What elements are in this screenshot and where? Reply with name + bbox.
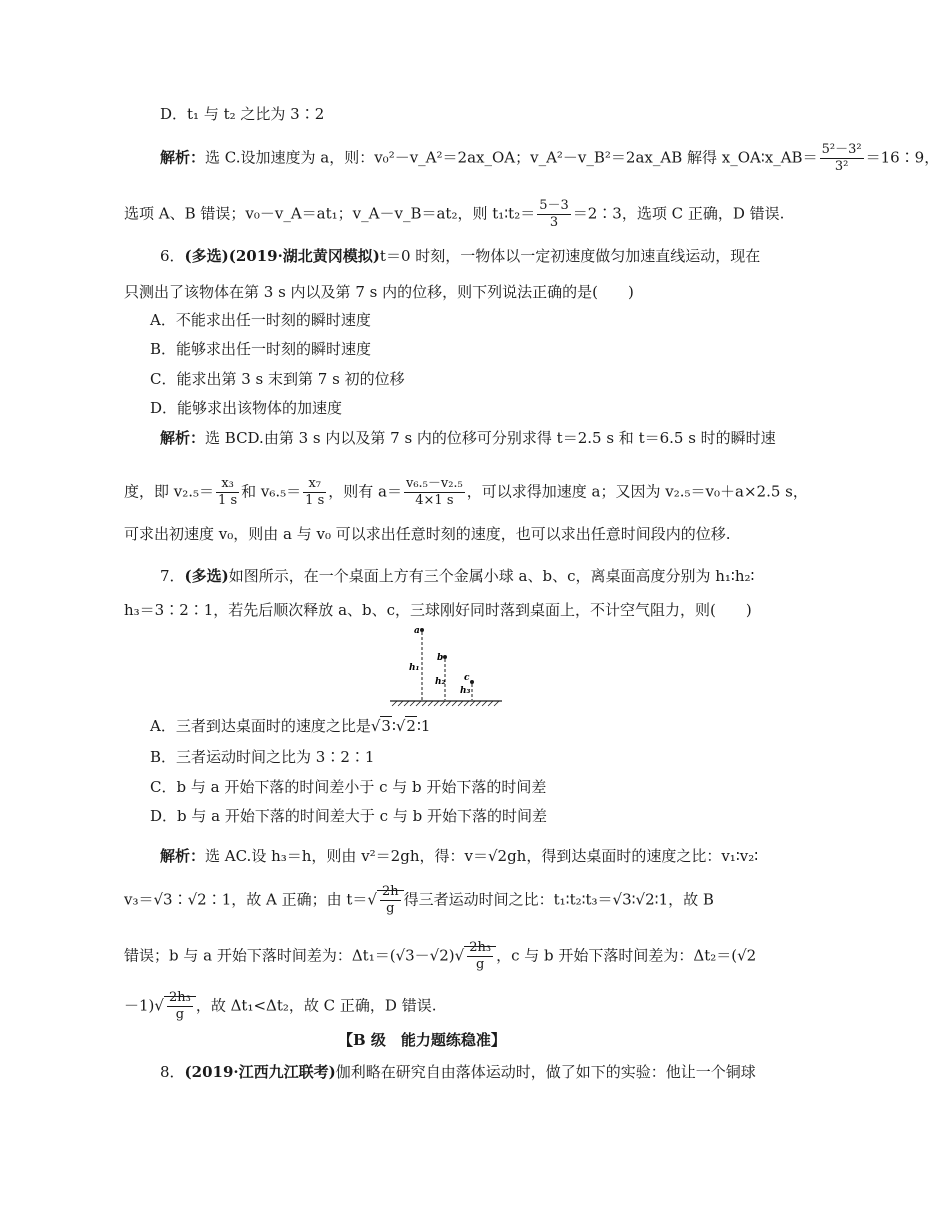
tabletop-hatching	[392, 701, 499, 706]
q5-option-d: D．t₁ 与 t₂ 之比为 3∶2	[160, 105, 325, 123]
option-text: ∶	[391, 717, 396, 735]
sqrt: √ $\frac{2h}{g}$	[367, 884, 403, 917]
fraction-numerator: 2h₃	[469, 940, 492, 955]
fraction-denominator: 1 s	[218, 493, 238, 508]
fraction-denominator: g	[167, 1006, 193, 1023]
label-h2: h₂	[435, 677, 446, 687]
ball-b	[443, 655, 447, 659]
solution-text: 选 AC.设 h₃＝h，则由 v²＝2gh，得：v＝√2gh，得到达桌面时的速度之比：v₁∶v₂∶	[205, 847, 759, 865]
solution-text: ＝2∶3，选项 C 正确，D 错误.	[572, 204, 785, 223]
ball-c	[470, 680, 474, 684]
q7-option-d: D．b 与 a 开始下落的时间差大于 c 与 b 开始下落的时间差	[150, 807, 547, 825]
q7-stem-line2: h₃＝3∶2∶1，若先后顺次释放 a、b、c，三球刚好同时落到桌面上，不计空气阻力，则( )	[124, 601, 752, 619]
solution-text: 得三者运动时间之比：t₁∶t₂∶t₃＝√3∶√2∶1，故 B	[403, 890, 714, 909]
q7-option-b: B．三者运动时间之比为 3∶2∶1	[150, 748, 375, 766]
sqrt: √2	[395, 717, 416, 735]
q6-option-c: C．能求出第 3 s 末到第 7 s 初的位移	[150, 370, 405, 388]
question-text: 如图所示，在一个桌面上方有三个金属小球 a、b、c，离桌面高度分别为 h₁∶h₂∶	[228, 567, 755, 585]
sqrt: √ $\frac{\text{2h₃}}{g}$	[154, 990, 195, 1023]
sqrt: √3	[370, 717, 391, 735]
option-text: ∶1	[416, 717, 431, 735]
solution-text: ，可以求得加速度 a；又因为 v₂.₅＝v₀＋a×2.5 s，	[466, 482, 808, 501]
q5-solution-line2	[124, 198, 784, 231]
falling-balls-figure	[390, 620, 510, 712]
q7-solution-line2	[124, 884, 714, 917]
fraction-numerator: 5－3	[539, 198, 569, 213]
solution-label: 解析：	[160, 148, 206, 167]
label-b: b	[437, 653, 444, 663]
q6-stem-line1	[160, 246, 760, 266]
q6-option-b: B．能够求出任一时刻的瞬时速度	[150, 340, 372, 358]
q8-stem-line1	[160, 1062, 756, 1082]
fraction-denominator: 1 s	[305, 493, 325, 508]
fraction-denominator: 3	[537, 214, 571, 231]
question-text: t＝0 时刻，一物体以一定初速度做匀加速直线运动，现在	[379, 247, 761, 265]
q7-option-a	[150, 716, 430, 736]
question-source: (多选)(2019·湖北黄冈模拟)	[184, 247, 380, 265]
fraction-numerator: x₃	[221, 476, 234, 491]
q7-option-c: C．b 与 a 开始下落的时间差小于 c 与 b 开始下落的时间差	[150, 778, 547, 796]
q5-solution-line1	[160, 142, 939, 175]
solution-text: 和 v₆.₅＝	[241, 482, 302, 501]
solution-label: 解析：	[160, 429, 206, 447]
q7-solution-line1	[160, 846, 758, 866]
fraction	[167, 990, 193, 1023]
question-number: 8．	[160, 1063, 185, 1081]
q7-solution-line3	[124, 940, 756, 973]
label-c: c	[464, 673, 470, 683]
option-text: A．三者到达桌面时的速度之比是	[150, 717, 371, 735]
question-tag: (多选)	[184, 567, 229, 585]
q6-solution-line3: 可求出初速度 v₀，则由 a 与 v₀ 可以求出任意时刻的速度，也可以求出任意时间段内的位移.	[124, 525, 731, 543]
solution-text: ，则有 a＝	[328, 482, 402, 501]
fraction-numerator: 2h	[381, 884, 399, 899]
fraction	[820, 142, 864, 175]
fraction-numerator: x₇	[308, 476, 321, 491]
fraction-numerator: 2h₃	[168, 990, 191, 1005]
solution-text: ，故 Δt₁<Δt₂，故 C 正确，D 错误.	[195, 996, 437, 1015]
question-number: 7．	[160, 567, 185, 585]
radicand: 3	[381, 717, 391, 735]
question-source: (2019·江西九江联考)	[184, 1063, 336, 1081]
solution-text: 选项 A、B 错误；v₀－v_A＝at₁；v_A－v_B＝at₂，则 t₁∶t₂＝	[124, 204, 536, 223]
q7-stem-line1	[160, 566, 754, 586]
question-text: 伽利略在研究自由落体运动时，做了如下的实验：他让一个铜球	[335, 1063, 756, 1081]
q6-stem-line2: 只测出了该物体在第 3 s 内以及第 7 s 内的位移，则下列说法正确的是( )	[124, 283, 634, 301]
label-a: a	[414, 626, 420, 636]
fraction-denominator: g	[467, 956, 493, 973]
fraction	[303, 476, 326, 509]
fraction	[537, 198, 571, 231]
q6-option-d: D．能够求出该物体的加速度	[150, 399, 343, 417]
fraction	[380, 884, 401, 917]
ball-a	[420, 628, 424, 632]
fraction-denominator: 4×1 s	[404, 492, 465, 509]
solution-text: ，c 与 b 开始下落时间差为：Δt₂＝(√2	[496, 946, 757, 965]
fraction-numerator: 5²－3²	[821, 142, 862, 157]
solution-text: 选 C.设加速度为 a，则：v₀²－v_A²＝2ax_OA；v_A²－v_B²＝2ax_AB 解得 x_OA∶x_AB＝	[205, 148, 818, 167]
q6-option-a: A．不能求出任一时刻的瞬时速度	[150, 311, 371, 329]
fraction	[467, 940, 493, 973]
fraction-numerator: v₆.₅－v₂.₅	[405, 476, 463, 491]
section-heading: 【B 级 能力题练稳准】	[338, 1031, 506, 1049]
radicand: 2	[406, 717, 416, 735]
fraction	[216, 476, 239, 509]
solution-text: v₃＝√3∶√2∶1，故 A 正确；由 t＝	[124, 890, 368, 909]
solution-text: ＝16∶9，	[865, 148, 939, 167]
q6-solution-line2	[124, 476, 808, 509]
label-h3: h₃	[460, 686, 471, 696]
solution-text: 度，即 v₂.₅＝	[124, 482, 215, 501]
fraction	[404, 476, 465, 509]
solution-text: 错误；b 与 a 开始下落时间差为：Δt₁＝(√3－√2)	[124, 946, 455, 965]
solution-label: 解析：	[160, 847, 206, 865]
question-number: 6．	[160, 247, 185, 265]
q6-solution-line1	[160, 428, 776, 448]
q7-solution-line4	[124, 990, 437, 1023]
solution-text: 选 BCD.由第 3 s 内以及第 7 s 内的位移可分别求得 t＝2.5 s 和 t＝6.5 s 时的瞬时速	[205, 429, 776, 447]
fraction-denominator: g	[380, 900, 401, 917]
solution-text: －1)	[124, 996, 155, 1015]
fraction-denominator: 3²	[820, 158, 864, 175]
sqrt: √ $\frac{\text{2h₃}}{g}$	[455, 940, 496, 973]
label-h1: h₁	[409, 663, 420, 673]
